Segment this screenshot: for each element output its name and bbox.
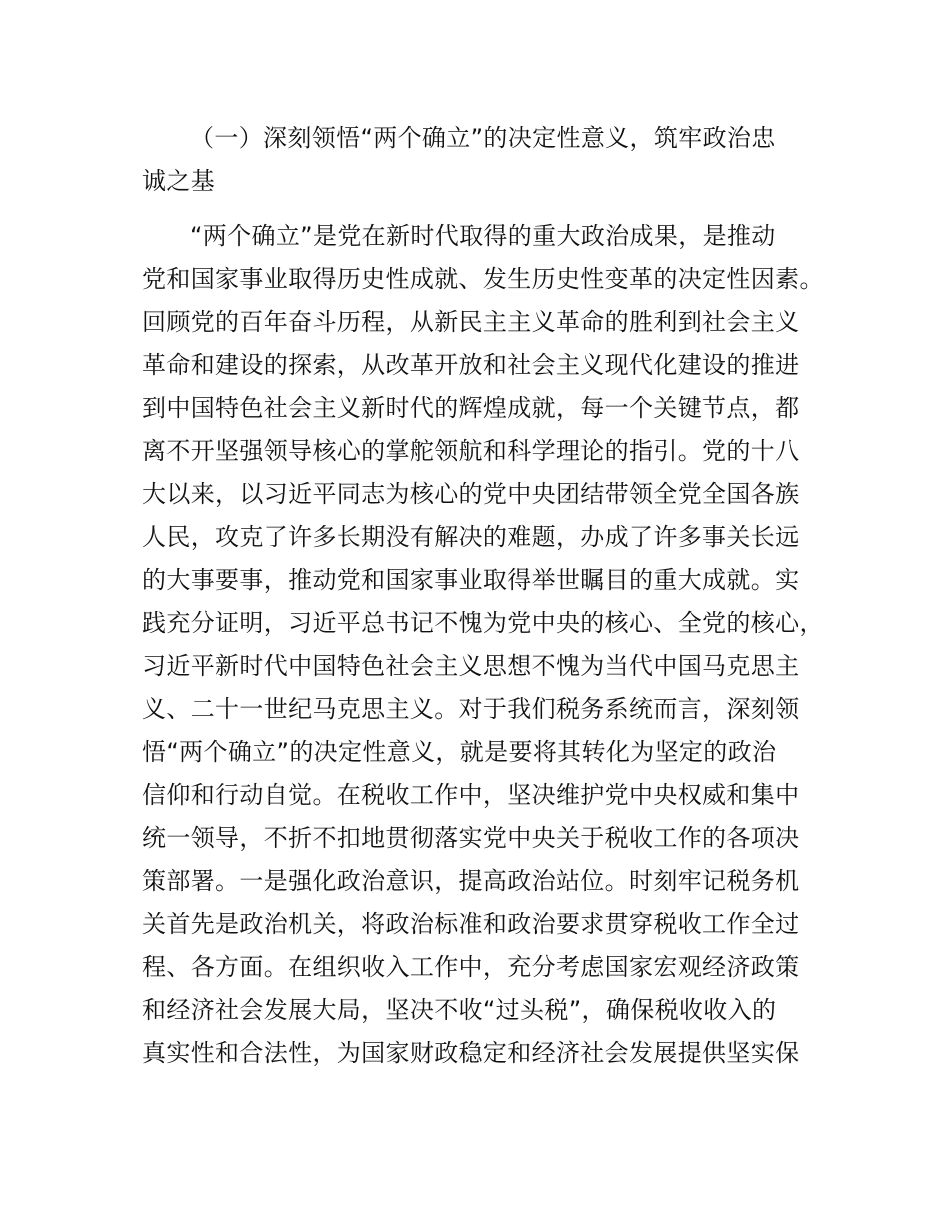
paragraph-line: 离不开坚强领导核心的掌舵领航和科学理论的指引。党的十八 (142, 437, 800, 465)
paragraph-line: 革命和建设的探索，从改革开放和社会主义现代化建设的推进 (142, 351, 800, 379)
paragraph-line: 的大事要事，推动党和国家事业取得举世瞩目的重大成就。实 (142, 566, 800, 594)
paragraph-line: 义、二十一世纪马克思主义。对于我们税务系统而言，深刻领 (142, 695, 800, 723)
paragraph-line: “两个确立”是党在新时代取得的重大政治成果，是推动 (190, 222, 776, 250)
paragraph-line: 回顾党的百年奋斗历程，从新民主主义革命的胜利到社会主义 (142, 308, 800, 336)
paragraph-line: 信仰和行动自觉。在税收工作中，坚决维护党中央权威和集中 (142, 781, 800, 809)
paragraph-line: 程、各方面。在组织收入工作中，充分考虑国家宏观经济政策 (142, 953, 800, 981)
paragraph-line: 和经济社会发展大局，坚决不收“过头税”，确保税收收入的 (142, 996, 777, 1024)
paragraph-line: 到中国特色社会主义新时代的辉煌成就，每一个关键节点，都 (142, 394, 800, 422)
paragraph-line: 策部署。一是强化政治意识，提高政治站位。时刻牢记税务机 (142, 867, 800, 895)
paragraph-line: 践充分证明，习近平总书记不愧为党中央的核心、全党的核心， (142, 609, 824, 637)
heading-line: （一）深刻领悟“两个确立”的决定性意义，筑牢政治忠 (190, 124, 776, 152)
paragraph-line: 真实性和合法性，为国家财政稳定和经济社会发展提供坚实保 (142, 1039, 800, 1067)
paragraph-line: 关首先是政治机关，将政治标准和政治要求贯穿税收工作全过 (142, 910, 800, 938)
paragraph-line: 党和国家事业取得历史性成就、发生历史性变革的决定性因素。 (142, 265, 824, 293)
paragraph-line: 人民，攻克了许多长期没有解决的难题，办成了许多事关长远 (142, 523, 800, 551)
paragraph-line: 悟“两个确立”的决定性意义，就是要将其转化为坚定的政治 (142, 738, 777, 766)
heading-line: 诚之基 (142, 167, 216, 195)
paragraph-line: 习近平新时代中国特色社会主义思想不愧为当代中国马克思主 (142, 652, 800, 680)
paragraph-line: 大以来，以习近平同志为核心的党中央团结带领全党全国各族 (142, 480, 800, 508)
paragraph-line: 统一领导，不折不扣地贯彻落实党中央关于税收工作的各项决 (142, 824, 800, 852)
